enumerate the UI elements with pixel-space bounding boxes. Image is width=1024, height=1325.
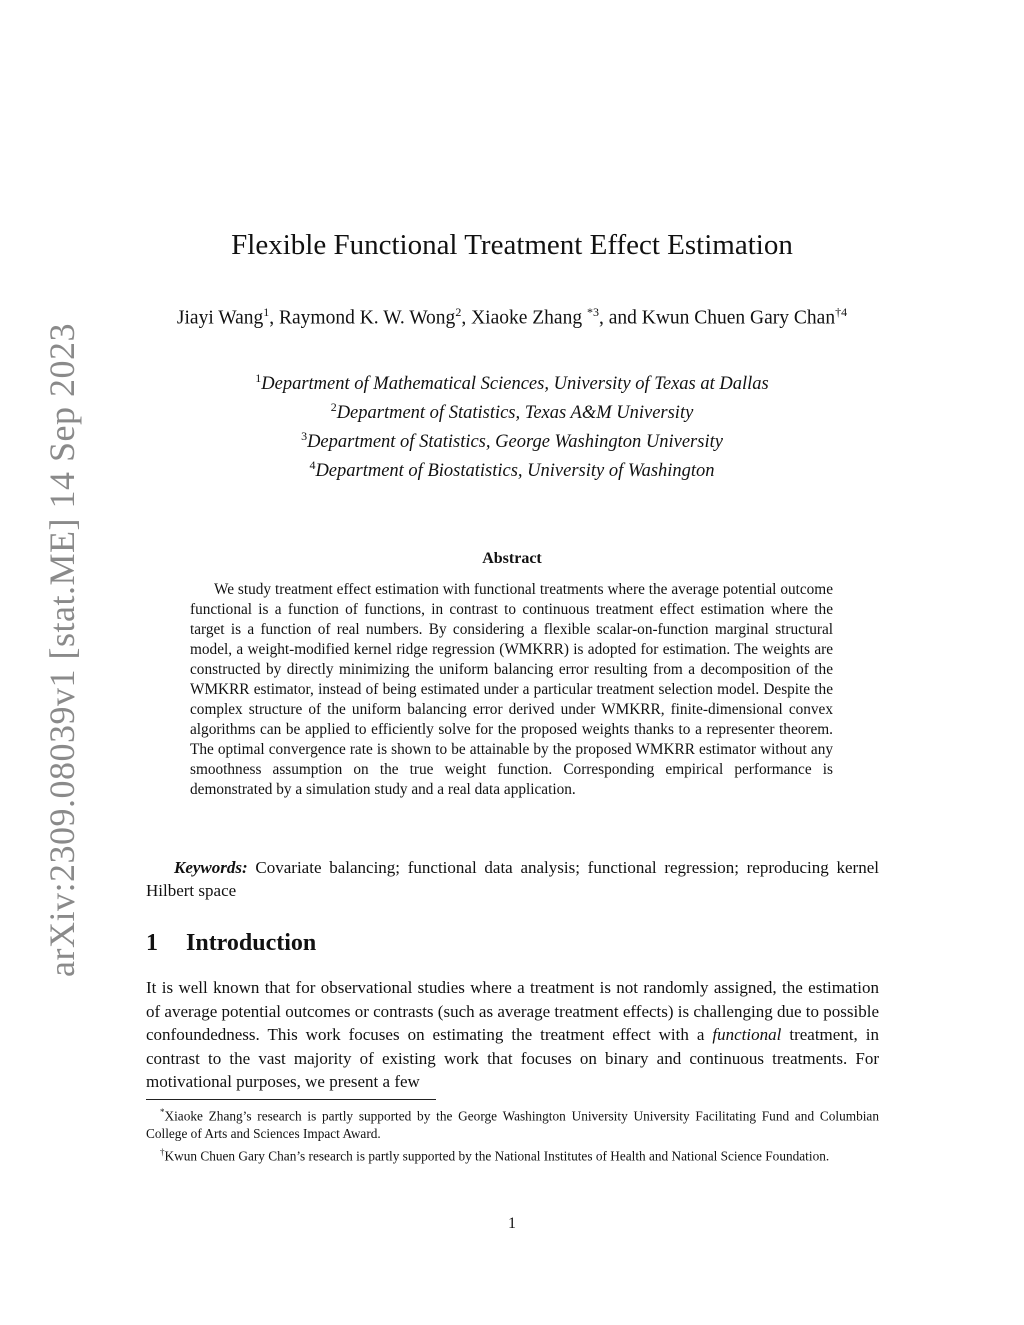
intro-text: treatment, in contrast to the vast majority of existing work that focuses on binary and continuous treatments. For motivational purposes, we present a few [146, 1025, 879, 1091]
page-number: 1 [508, 1215, 516, 1232]
author-name: Kwun Chuen Gary Chan [641, 307, 836, 329]
author-mark: 2 [455, 305, 462, 319]
section-title: Introduction [186, 930, 317, 956]
footnote [146, 1143, 879, 1165]
affiliation-mark: 4 [309, 458, 316, 473]
arxiv-identifier: arXiv:2309.08039v1 [stat.ME] 14 Sep 2023 [42, 323, 82, 977]
affiliation-mark: 3 [301, 429, 308, 444]
footnote [146, 1103, 879, 1143]
keywords-label: Keywords: [174, 858, 248, 877]
author-mark: 1 [263, 305, 270, 319]
intro-text: It is well known that for observational studies where a treatment is not randomly assigned, the estimation of average potential outcomes or contrasts (such as average treatment effects) is challenging due to possible confoundedness. This work focuses on estimating the treatment effect with a [146, 978, 879, 1044]
author-mark: *3 [586, 305, 599, 319]
footnote-rule [146, 1099, 436, 1100]
affiliation-text: Department of Statistics, Texas A&M University [336, 403, 694, 424]
section-number: 1 [146, 930, 158, 956]
author-separator: , [269, 307, 280, 329]
affiliation-mark: 2 [330, 400, 337, 415]
author-name: Xiaoke Zhang [471, 307, 587, 329]
footnote-mark: † [160, 1147, 165, 1158]
author-mark: †4 [835, 305, 848, 319]
affiliation-text: Department of Statistics, George Washington University [307, 432, 723, 453]
affiliation [150, 425, 874, 454]
intro-emphasis: functional [712, 1025, 782, 1044]
footnote-mark: * [160, 1107, 165, 1117]
affiliation-list [150, 367, 874, 484]
abstract-heading: Abstract [482, 550, 542, 567]
paper-title: Flexible Functional Treatment Effect Estimation [231, 229, 793, 261]
footnote-text: Xiaoke Zhang’s research is partly supported by the George Washington University University Facilitating Fund and Columbian College of Arts and Sciences Impact Award. [146, 1108, 879, 1142]
author-list [150, 300, 874, 331]
intro-paragraph [146, 976, 879, 1094]
affiliation [150, 396, 874, 425]
keywords-text: Covariate balancing; functional data analysis; functional regression; reproducing kernel Hilbert space [146, 858, 879, 900]
abstract-text: We study treatment effect estimation with functional treatments where the average potential outcome functional is a function of functions, in contrast to continuous treatment effect estimation where the target is a function of real numbers. By considering a flexible scalar-on-function marginal structural model, a weight-modified kernel ridge regression (WMKRR) is adopted for estimation. The weights are constructed by directly minimizing the uniform balancing error resulting from a decomposition of the WMKRR estimator, instead of being estimated under a particular treatment selection model. Despite the complex structure of the uniform balancing error derived under WMKRR, finite-dimensional convex algorithms can be applied to efficiently solve for the proposed weights thanks to a representer theorem. The optimal convergence rate is shown to be attainable by the proposed WMKRR estimator without any smoothness assumption on the true weight function. Corresponding empirical performance is demonstrated by a simulation study and a real data application. [190, 581, 833, 798]
affiliation-mark: 1 [255, 371, 262, 385]
affiliation-text: Department of Mathematical Sciences, University of Texas at Dallas [261, 374, 769, 395]
affiliation-text: Department of Biostatistics, University of Washington [315, 461, 715, 482]
affiliation [150, 367, 874, 396]
author-separator: , and [598, 307, 642, 329]
keywords [146, 856, 879, 902]
author-separator: , [461, 307, 472, 329]
section-heading [146, 930, 316, 957]
footnotes [146, 1103, 879, 1166]
affiliation [150, 454, 874, 483]
footnote-text: Kwun Chuen Gary Chan’s research is partly supported by the National Institutes of Health and National Science Foundation. [164, 1148, 830, 1164]
author-name: Jiayi Wang [176, 307, 264, 329]
author-name: Raymond K. W. Wong [279, 307, 456, 329]
